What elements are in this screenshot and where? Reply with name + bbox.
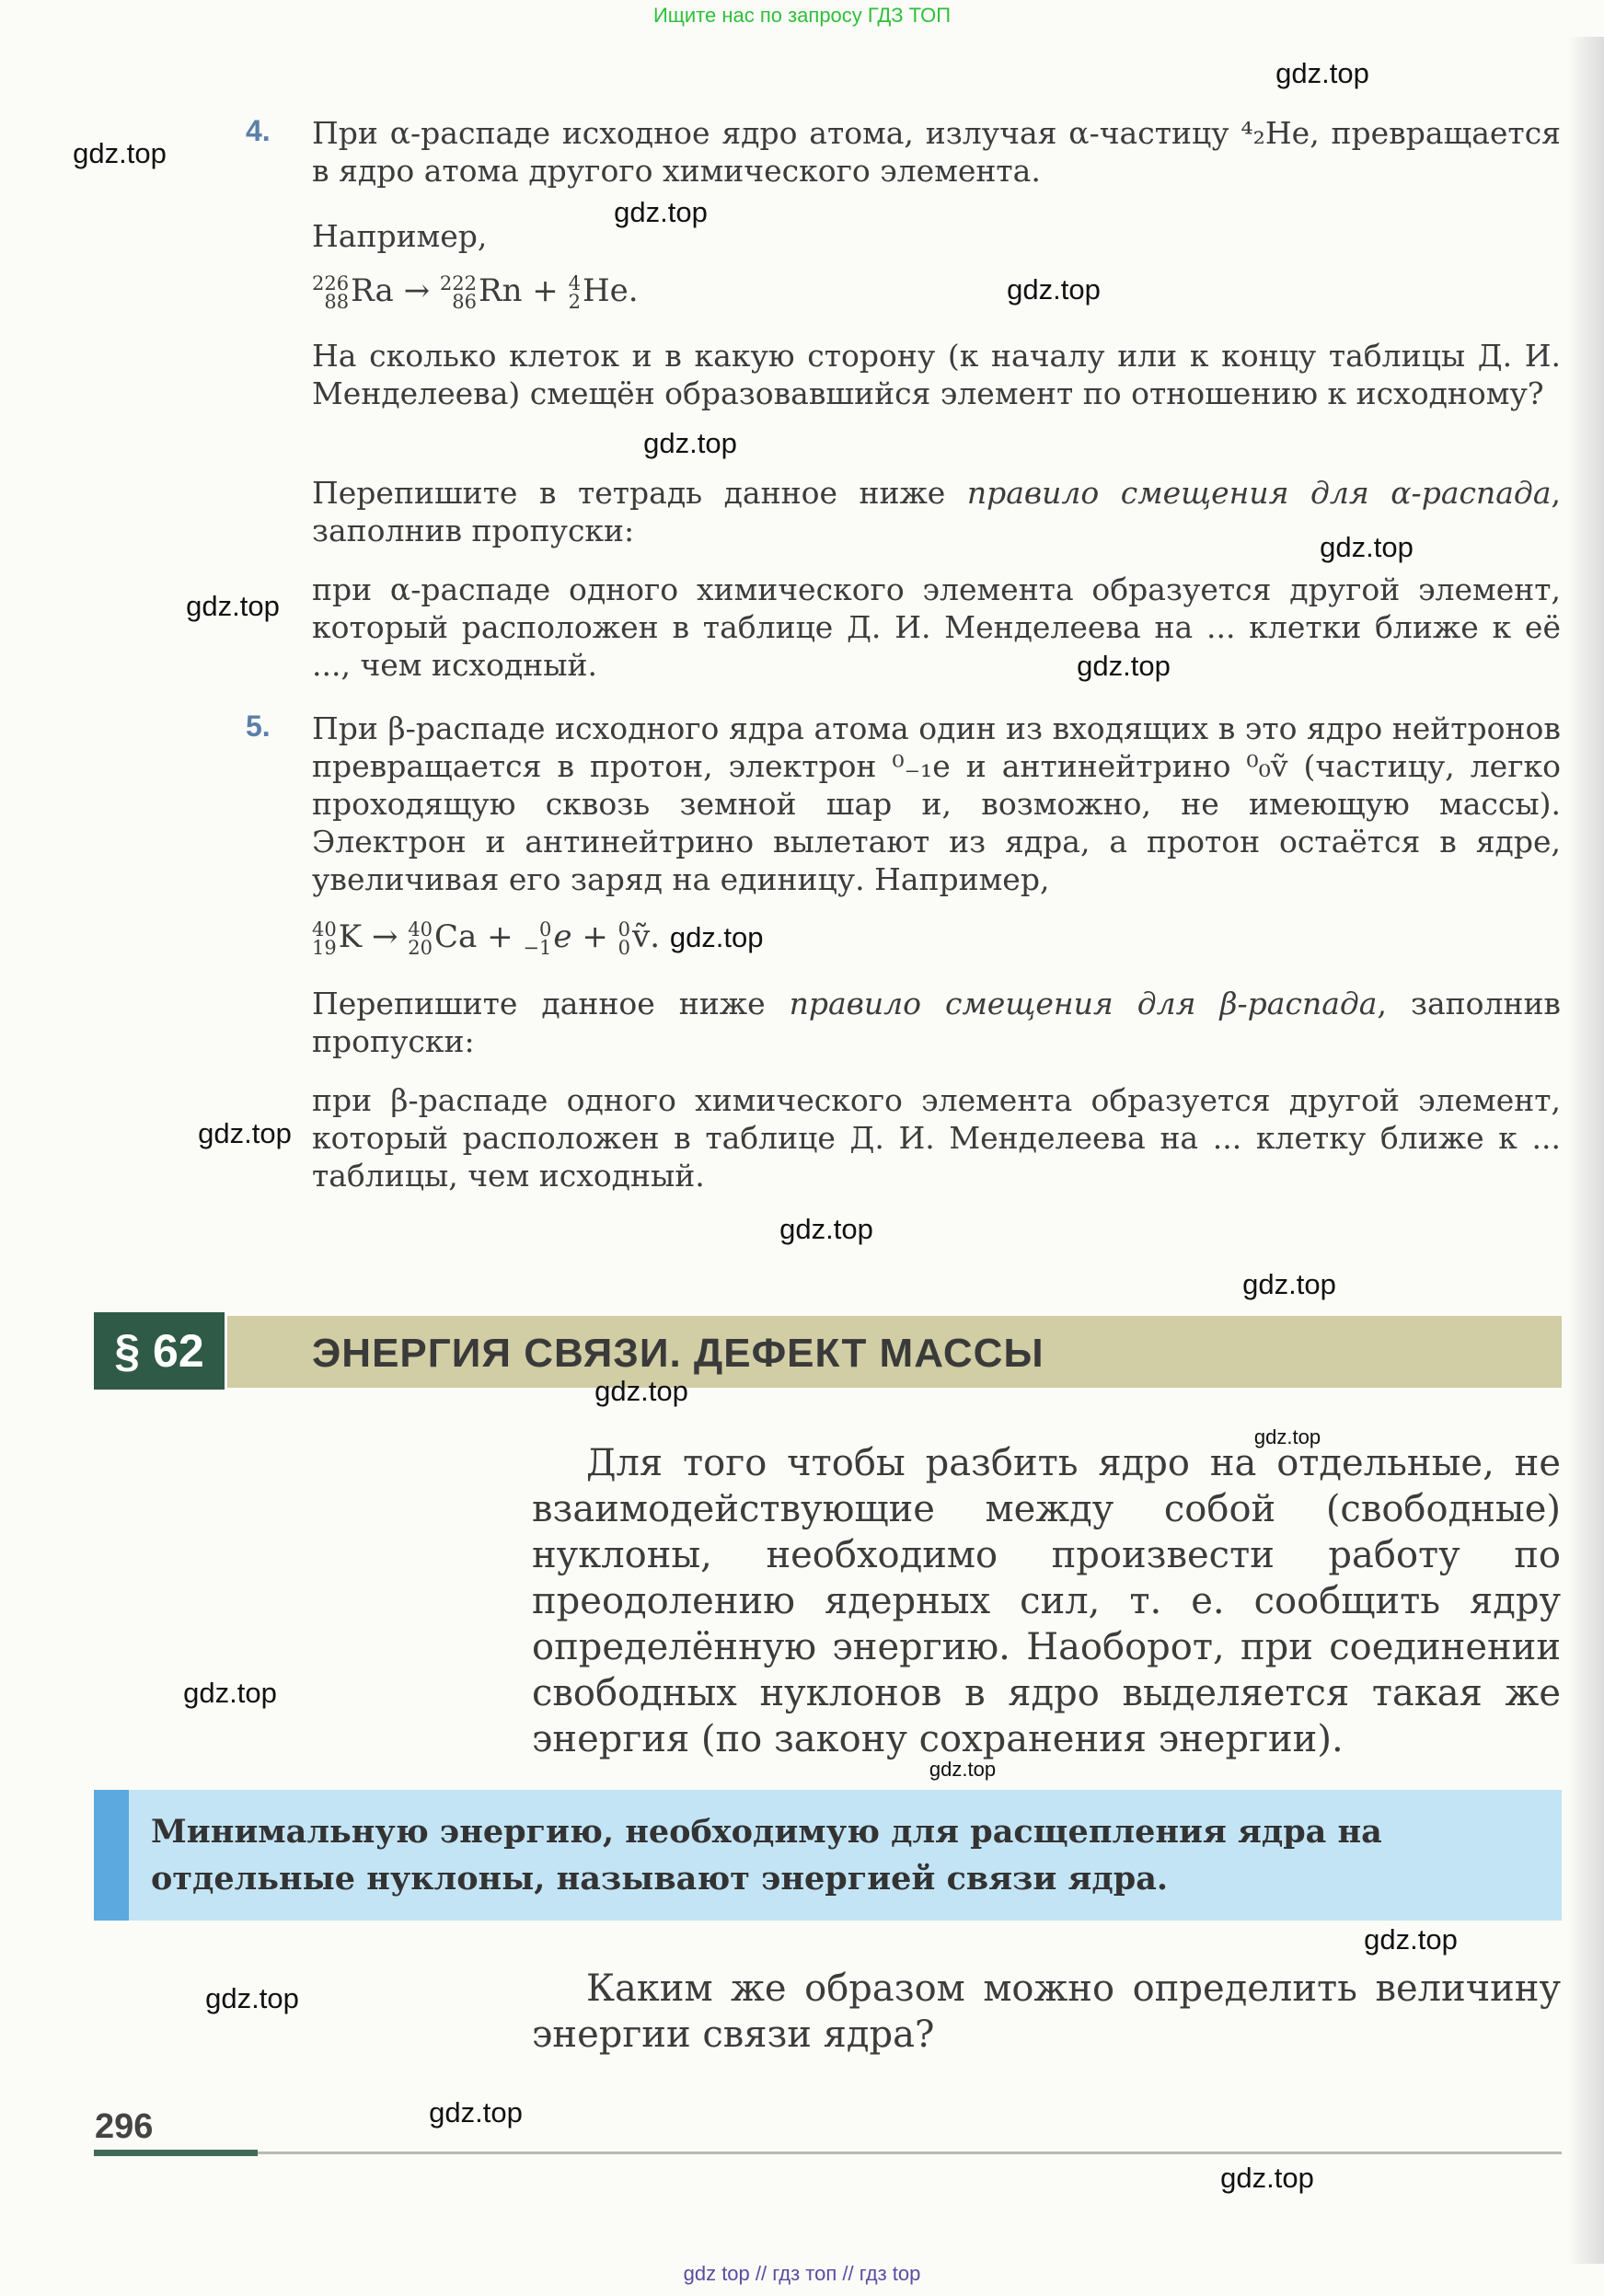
item5-paragraph: При β-распаде исходного ядра атома один из входящих в это ядро нейтронов превращается в протон, электрон ⁰₋₁e и антинейтрино ⁰₀ṽ (частицу, легко проходящую сквозь земной шар и, возможно, не имеющую массы). Электрон и антинейтрино вылетают из ядра, а протон остаётся в ядре, увеличивая его заряд на единицу. Например, [312,710,1561,897]
watermark: gdz.top [198,1117,292,1149]
page-edge-shadow [1567,37,1604,2264]
item-number-5: 5. [246,710,271,743]
item4-question: На сколько клеток и в какую сторону (к началу или к концу таблицы Д. И. Менделеева) смещён образовавшийся элемент по отношению к исходному? [312,338,1561,411]
watermark: gdz.top [929,1758,997,1781]
watermark: gdz.top [779,1213,873,1245]
item4-task: Перепишите в тетрадь данное ниже правило смещения для α-распада, заполнив пропуски: [312,475,1561,548]
watermark: gdz.top [183,1677,277,1709]
item5-rule: при β-распаде одного химического элемента образуется другой элемент, который расположен в таблице Д. И. Менделеева на ... клетку ближе к ... таблицы, чем исходный. [312,1082,1561,1194]
watermark: gdz.top [1242,1268,1336,1300]
definition-text: Минимальную энергию, необходимую для расщепления ядра на отдельные нуклоны, называют энергией связи ядра. [151,1813,1382,1898]
item4-example-label: Например, [312,218,488,254]
watermark: gdz.top [614,196,708,228]
watermark: gdz.top [429,2096,523,2129]
item-number-4: 4. [246,114,271,147]
watermark: gdz.top [1253,1425,1321,1448]
section-title: ЭНЕРГИЯ СВЯЗИ. ДЕФЕКТ МАССЫ [312,1331,1044,1376]
watermark: gdz.top [594,1375,688,1407]
watermark: gdz.top [1220,2162,1314,2194]
footer-rule-accent [94,2150,258,2156]
watermark: gdz.top [1077,650,1171,682]
watermark: gdz.top [73,137,167,169]
watermark: gdz.top [643,427,737,459]
intro-paragraph: Для того чтобы разбить ядро на отдельные, не взаимодействующие между собой (свободные) нуклоны, необходимо произвести работу по преодолению ядерных сил, т. е. сообщить ядру определённую энергию. Наоборот, при соединении свободных нуклонов в ядро выделяется такая же энергия (по закону сохранения энергии). [532,1442,1561,1760]
beta-decay-equation: 40 19 K → 40 20 Ca + 0 −1 e + 0 0 ṽ. gdz.top [312,918,764,959]
watermark: gdz.top [186,590,280,622]
section-number: § 62 [94,1312,225,1390]
page-number: 296 [95,2107,154,2146]
watermark: gdz.top [205,1982,299,2014]
definition-stripe [94,1790,129,1921]
watermark: gdz.top [669,921,764,953]
watermark: gdz.top [1364,1923,1458,1956]
footer-rule [94,2152,1562,2154]
bottom-footer[interactable]: gdz top // гдз топ // гдз top [683,2262,921,2285]
item4-paragraph: При α-распаде исходное ядро атома, излучая α-частицу ⁴₂He, превращается в ядро атома другого химического элемента. [312,115,1561,189]
watermark: gdz.top [1275,57,1369,89]
top-banner[interactable]: Ищите нас по запросу ГДЗ ТОП [652,4,952,27]
definition-box [94,1790,1562,1921]
section-question: Каким же образом можно определить величину энергии связи ядра? [532,1967,1561,2056]
item4-rule: при α-распаде одного химического элемента образуется другой элемент, который расположен в таблице Д. И. Менделеева на ... клетки ближе к её ..., чем исходный. [312,571,1561,683]
watermark: gdz.top [1007,273,1101,306]
watermark: gdz.top [1320,531,1414,563]
item5-task: Перепишите данное ниже правило смещения для β-распада, заполнив пропуски: [312,986,1562,1059]
alpha-decay-equation: 226 88 Ra → 222 86 Rn + 4 2 He. [312,272,639,313]
